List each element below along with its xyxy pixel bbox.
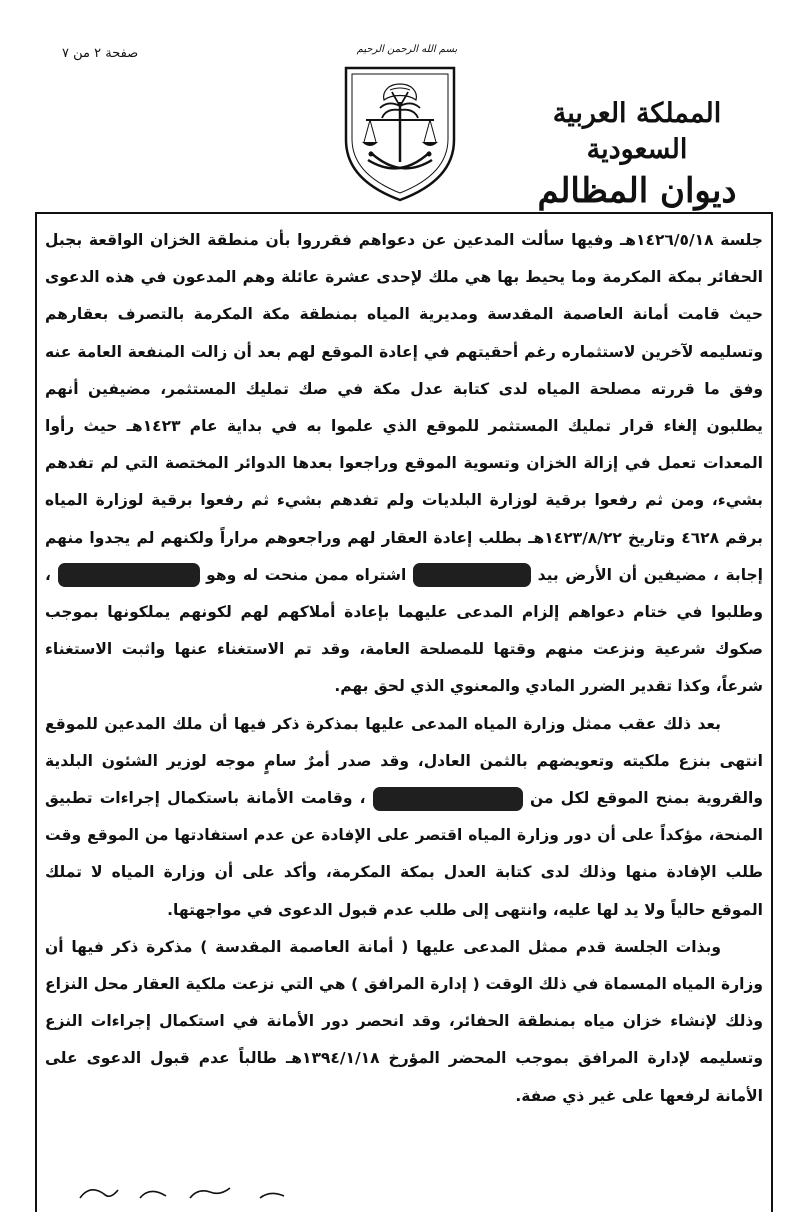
claim-text: جلسة ١٤٢٦/٥/١٨هـ وفيها سألت المدعين عن دعواهم فقرروا بأن منطقة الخزان الواقعة بجبل الحفائر بمكة المكرمة وما يحيط بها هي ملك لإحدى عشرة عائلة وهم المدعون في هذه الدعوى حيث قامت أمانة العاصمة المقدسة ومديرية المياه بمنطقة مكة المكرمة بالتصرف بعقارهم وتسليمه لآخرين لاستثماره رغم أحقيتهم في إعادة الموقع لهم بعد أن زالت المنفعة العامة عنه وفق ما قررته مصلحة المياه لدى كتابة عدل مكة في صك تمليك المستثمر، مضيفين أنهم يطلبون إلغاء قرار تمليك المستثمر للموقع الذي علموا به في بداية عام ١٤٢٣هـ حيث رأوا المعدات تعمل في إزالة الخزان وتسوية الموقع وراجعوا بعدها الدوائر المختصة التي لم تفدهم بشيء، ومن ثم رفعوا برقية لوزارة البلديات ولم تفدهم بشيء ثم رفعوا برقية لوزارة المياه برقم ٤٦٢٨ وتاريخ ١٤٢٣/٨/٢٢هـ بطلب إعادة العقار لهم وراجعوهم مراراً ولكنهم لم يجدوا منهم إجابة ، مضيفين أن الأرض بيد bbox=[45, 231, 763, 584]
paragraph-claim bbox=[45, 222, 763, 706]
signature-marks bbox=[70, 1180, 310, 1200]
redaction-block bbox=[373, 787, 523, 811]
letterhead bbox=[512, 96, 762, 215]
response-text: بعد ذلك عقب ممثل وزارة المياه المدعى عليها بمذكرة ذكر فيها أن ملك المدعين للموقع انتهى بنزع ملكيته وتعويضهم بالثمن العادل، وقد صدر أمرٌ سامٍ موجه لوزير الشئون البلدية والقروية بمنح الموقع لكل من bbox=[45, 714, 763, 808]
claim-text-end: ، وطلبوا في ختام دعواهم إلزام المدعى عليهما بإعادة أملاكهم لهم لكونهم يملكونها بموجب صكوك شرعية ونزعت منهم وقتها للمصلحة العامة، وقد تم الاستغناء عنها واثبت الاستغناء شرعاً، وكذا تقدير الضرر المادي والمعنوي الذي لحق بهم. bbox=[45, 565, 763, 696]
redaction-block bbox=[413, 563, 531, 587]
institution-name: ديوان المظالم bbox=[537, 170, 737, 211]
paragraph-municipality-response: وبذات الجلسة قدم ممثل المدعى عليها ( أمانة العاصمة المقدسة ) مذكرة ذكر فيها أن وزارة المياه المسماة في ذلك الوقت ( إدارة المرافق ) هي التي نزعت ملكية العقار محل النزاع وذلك لإنشاء خزان مياه بمنطقة الحفائر، وقد انحصر دور الأمانة في استكمال إجراءات النزع وتسليمه لإدارة المرافق بموجب المحضر المؤرخ ١٣٩٤/١/١٨هـ طالباً عدم قبول الدعوى على الأمانة لرفعها على غير ذي صفة. bbox=[45, 937, 763, 1105]
response-text-continued: ، وقامت الأمانة باستكمال إجراءات تطبيق المنحة، مؤكداً على أن دور وزارة المياه اقتصر على الإفادة عن عدم استفادتها من الموقع وقت طلب الإفادة منها وذلك لدى كتابة العدل بمكة المكرمة، وأكد على أن وزارة المياه لا تملك الموقع حالياً ولا يد لها عليه، وانتهى إلى طلب عدم قبول الدعوى في مواجهتها. bbox=[45, 789, 763, 919]
page-number: صفحة ٢ من ٧ bbox=[62, 46, 139, 61]
kingdom-name: المملكة العربية السعودية bbox=[552, 98, 722, 166]
document-text bbox=[37, 222, 771, 1115]
claim-text-continued: اشتراه ممن منحت له وهو bbox=[206, 565, 407, 584]
board-of-grievances-emblem-icon bbox=[340, 62, 460, 204]
document-body-frame bbox=[35, 212, 773, 1212]
basmala-heading: بسم الله الرحمن الرحيم bbox=[356, 44, 458, 55]
paragraph-water-ministry-response bbox=[45, 706, 763, 929]
redaction-block bbox=[58, 563, 200, 587]
